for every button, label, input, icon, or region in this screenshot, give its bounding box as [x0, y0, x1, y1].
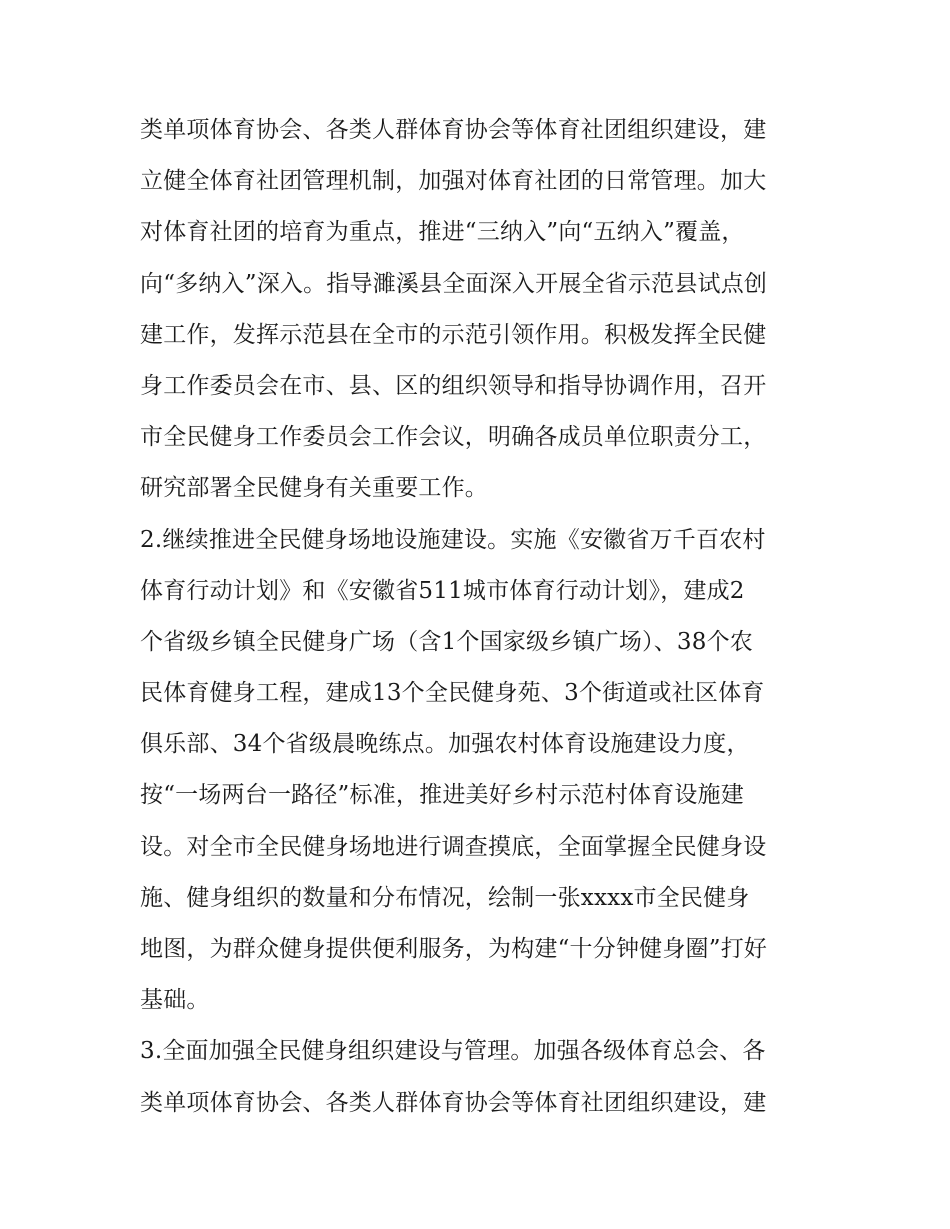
- text-line: 个省级乡镇全民健身广场（含1个国家级乡镇广场）、38个农: [140, 628, 753, 655]
- text-line: 按“一场两台一路径”标准，推进美好乡村示范村体育设施建: [140, 782, 744, 809]
- text-line: 民体育健身工程，建成13个全民健身苑、3个街道或社区体育: [140, 680, 765, 707]
- text-line: 施、健身组织的数量和分布情况，绘制一张xxxx市全民健身: [140, 884, 750, 911]
- text-line: 俱乐部、34个省级晨晚练点。加强农村体育设施建设力度，: [140, 731, 750, 758]
- text-line: 立健全体育社团管理机制，加强对体育社团的日常管理。加大: [140, 168, 767, 195]
- text-line: 体育行动计划》和《安徽省511城市体育行动计划》，建成2: [140, 577, 745, 604]
- text-line: 设。对全市全民健身场地进行调查摸底，全面掌握全民健身设: [140, 833, 767, 860]
- text-line: 建工作，发挥示范县在全市的示范引领作用。积极发挥全民健: [140, 321, 767, 348]
- section-heading-line: 3.全面加强全民健身组织建设与管理。加强各级体育总会、各: [140, 1038, 766, 1065]
- text-line: 对体育社团的培育为重点，推进“三纳入”向“五纳入”覆盖，: [140, 219, 745, 246]
- text-line: 类单项体育协会、各类人群体育协会等体育社团组织建设，建: [140, 1089, 767, 1116]
- document-body: [140, 105, 820, 1129]
- text-line: 地图，为群众健身提供便利服务，为构建“十分钟健身圈”打好: [140, 936, 768, 962]
- text-line: 市全民健身工作委员会工作会议，明确各成员单位职责分工，: [140, 424, 767, 451]
- text-line: 基础。: [140, 987, 210, 1014]
- text-line: 研究部署全民健身有关重要工作。: [140, 475, 488, 502]
- text-line: 向“多纳入”深入。指导濉溪县全面深入开展全省示范县试点创: [140, 270, 768, 297]
- text-line: 类单项体育协会、各类人群体育协会等体育社团组织建设，建: [140, 117, 767, 143]
- text-line: 身工作委员会在市、县、区的组织领导和指导协调作用，召开: [140, 372, 767, 399]
- section-heading-line: 2.继续推进全民健身场地设施建设。实施《安徽省万千百农村: [140, 526, 766, 553]
